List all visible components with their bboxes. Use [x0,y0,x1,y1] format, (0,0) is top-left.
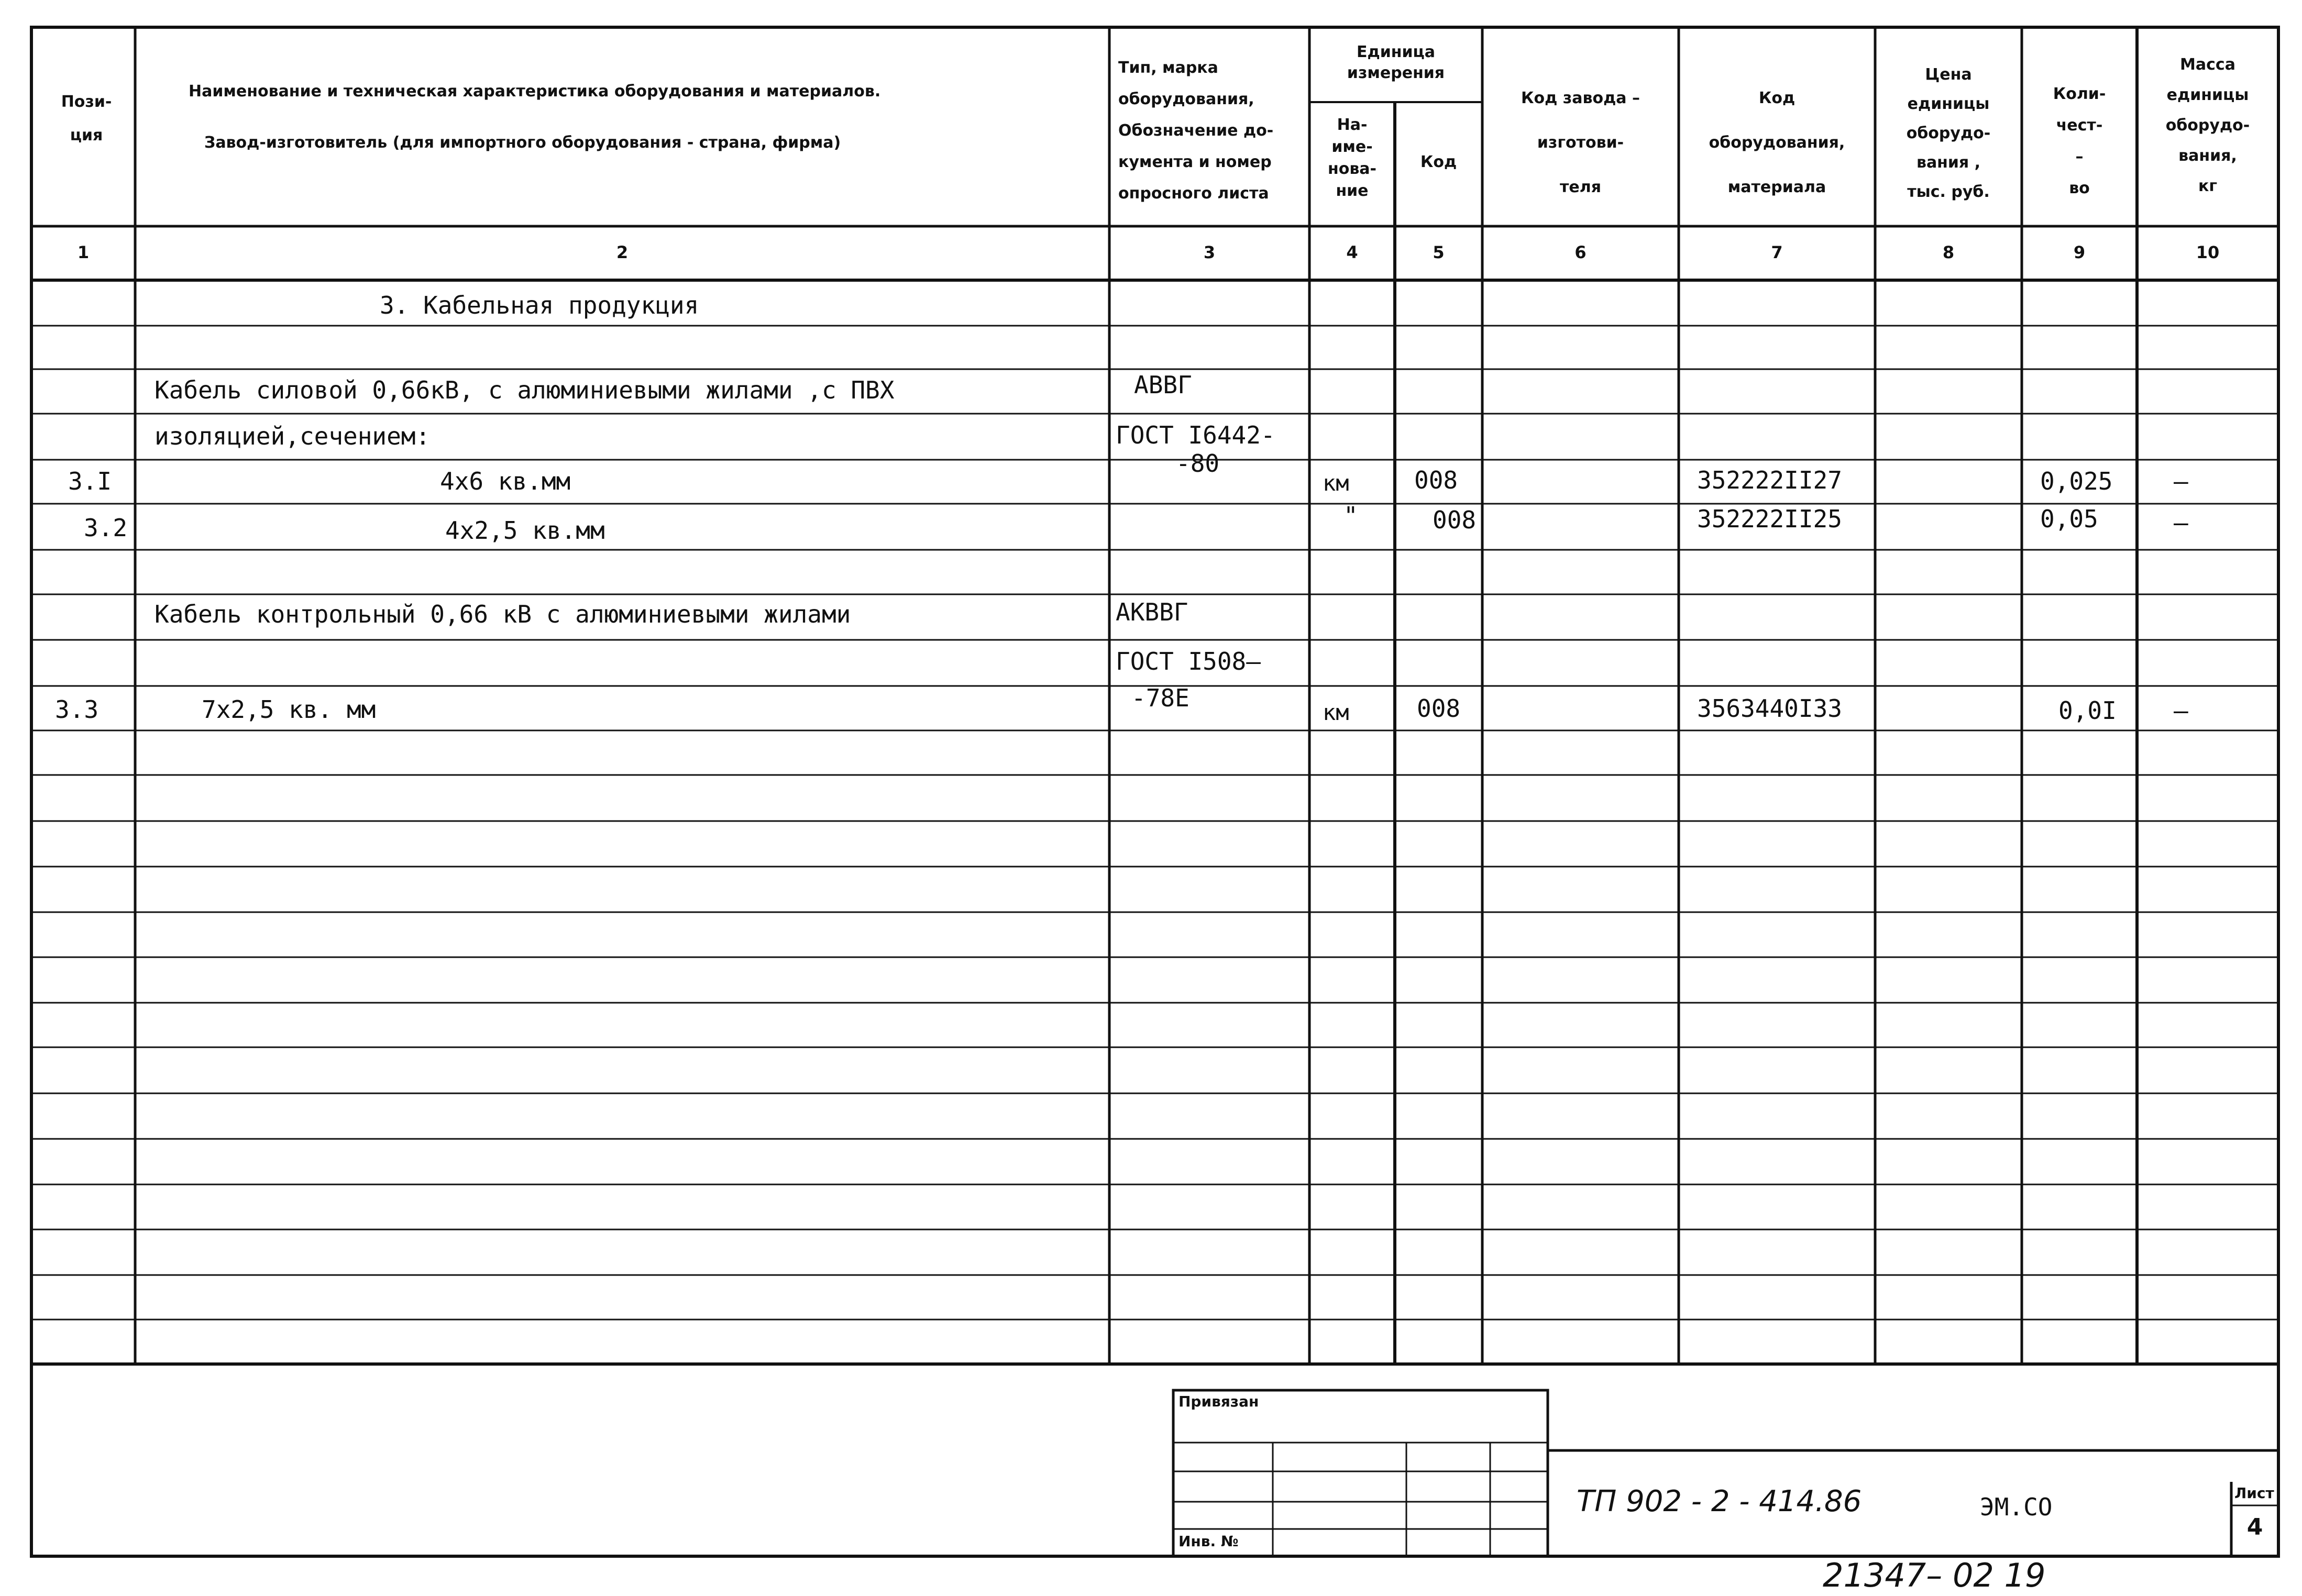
approved-label: Привязан [1178,1393,1259,1410]
header-unit-name [1309,114,1395,202]
header-quantity-line3: – [2075,148,2084,166]
header-type-line4: кумента и номер [1118,153,1272,171]
item-3-3-position: 3.3 [55,695,99,724]
header-type-mark [1118,52,1273,209]
item-3-2-position: 3.2 [84,514,128,542]
item-3-2-mass: – [2174,508,2188,537]
header-equipment-line2: оборудования, [1709,134,1845,152]
column-number-6: 6 [1574,242,1587,262]
item-3-2-unit: " [1343,502,1358,530]
header-factory-line2: изготови- [1537,134,1624,152]
header-unit-code: Код [1420,153,1457,171]
column-number-2: 2 [616,242,629,262]
header-mass-line3: оборудо- [2165,116,2250,135]
header-mass-line5: кг [2198,177,2218,195]
header-equipment-line1: Код [1758,89,1796,107]
item-3-1-position: 3.I [68,467,112,495]
header-quantity [2022,79,2137,204]
header-position-line2: ция [70,126,103,145]
item-3-3-quantity: 0,0I [2058,696,2117,725]
item-3-3-mass: – [2174,696,2188,725]
header-mass-line2: единицы [2166,86,2249,104]
header-unit-line2: измерения [1347,64,1445,82]
section-title: 3. Кабельная продукция [380,291,699,319]
column-number-1: 1 [77,242,90,262]
power-cable-description-2: изоляцией,сечением: [155,422,431,450]
item-3-1-equipment-code: 352222II27 [1697,466,1842,494]
header-price-line3: оборудо- [1906,124,1991,142]
power-cable-gost-year: -80 [1176,449,1220,478]
item-3-1-quantity: 0,025 [2040,467,2113,495]
header-mass-line1: Масса [2180,56,2235,74]
header-name-line2: Завод-изготовитель (для импортного оборудования - страна, фирма) [204,134,841,152]
header-mass-line4: вания, [2178,147,2237,165]
control-cable-gost: ГОСТ I508– [1116,647,1261,675]
header-type-line5: опросного листа [1118,184,1269,203]
column-number-10: 10 [2196,242,2220,262]
item-3-1-unit: км [1323,470,1349,496]
header-unit-group [1309,42,1482,84]
sheet-label: Лист [2234,1484,2274,1502]
header-unit-name-line2: име- [1331,138,1373,156]
power-cable-gost: ГОСТ I6442- [1116,421,1275,449]
header-quantity-line1: Коли- [2053,85,2106,103]
item-3-3-equipment-code: 3563440I33 [1697,694,1842,723]
header-position-line1: Пози- [61,93,112,111]
item-3-1-name: 4х6 кв.мм [440,467,571,495]
header-quantity-line2: чест- [2056,116,2103,135]
column-number-5: 5 [1433,242,1445,262]
header-unit-name-line1: На- [1337,116,1368,134]
header-price-line1: Цена [1925,65,1972,84]
power-cable-description: Кабель силовой 0,66кВ, с алюминиевыми жилами ,с ПВХ [155,376,895,404]
column-number-9: 9 [2073,242,2086,262]
sheet-number: 4 [2246,1514,2263,1540]
header-type-line2: оборудования, [1118,90,1254,108]
column-number-4: 4 [1346,242,1358,262]
control-cable-gost-year: -78Е [1131,684,1189,712]
header-unit-price [1875,60,2022,207]
header-mass [2137,50,2278,202]
header-type-line1: Тип, марка [1118,59,1218,77]
header-equipment-line3: материала [1727,178,1826,196]
control-cable-type: АКВВГ [1116,598,1188,626]
document-code: ЭМ.СО [1980,1493,2053,1521]
header-unit-line1: Единица [1357,43,1435,61]
footer-archive-number: 21347– 02 19 [1823,1556,2046,1594]
header-price-line5: тыс. руб. [1907,183,1990,201]
header-price-line2: единицы [1907,95,1990,113]
item-3-1-unit-code: 008 [1414,466,1458,494]
header-price-line4: вания , [1916,153,1981,172]
item-3-1-mass: – [2174,467,2188,495]
header-unit-name-line3: нова- [1327,160,1377,178]
column-number-3: 3 [1203,242,1216,262]
item-3-2-quantity: 0,05 [2040,505,2098,533]
item-3-2-name: 4х2,5 кв.мм [445,516,605,545]
header-quantity-line4: во [2069,179,2090,197]
header-position [47,94,126,143]
document-number: ТП 902 - 2 - 414.86 [1577,1484,1862,1519]
item-3-2-unit-code: 008 [1433,506,1477,534]
item-3-3-unit-code: 008 [1417,694,1461,723]
item-3-3-name: 7х2,5 кв. мм [202,695,376,724]
header-type-line3: Обозначение до- [1118,121,1274,140]
header-factory-line3: теля [1560,178,1601,196]
header-factory-line1: Код завода – [1521,89,1640,107]
item-3-3-unit: км [1323,700,1349,725]
header-unit-name-line4: ние [1336,182,1369,200]
power-cable-type: АВВГ [1134,371,1192,399]
column-number-7: 7 [1771,242,1783,262]
header-equipment-code [1679,76,1875,209]
item-3-2-equipment-code: 352222II25 [1697,505,1842,533]
header-factory-code [1482,76,1679,209]
inventory-number-label: Инв. № [1178,1533,1239,1550]
header-name-line1: Наименование и техническая характеристика оборудования и материалов. [189,82,881,101]
control-cable-description: Кабель контрольный 0,66 кВ с алюминиевыми жилами [155,600,851,628]
column-number-8: 8 [1942,242,1955,262]
